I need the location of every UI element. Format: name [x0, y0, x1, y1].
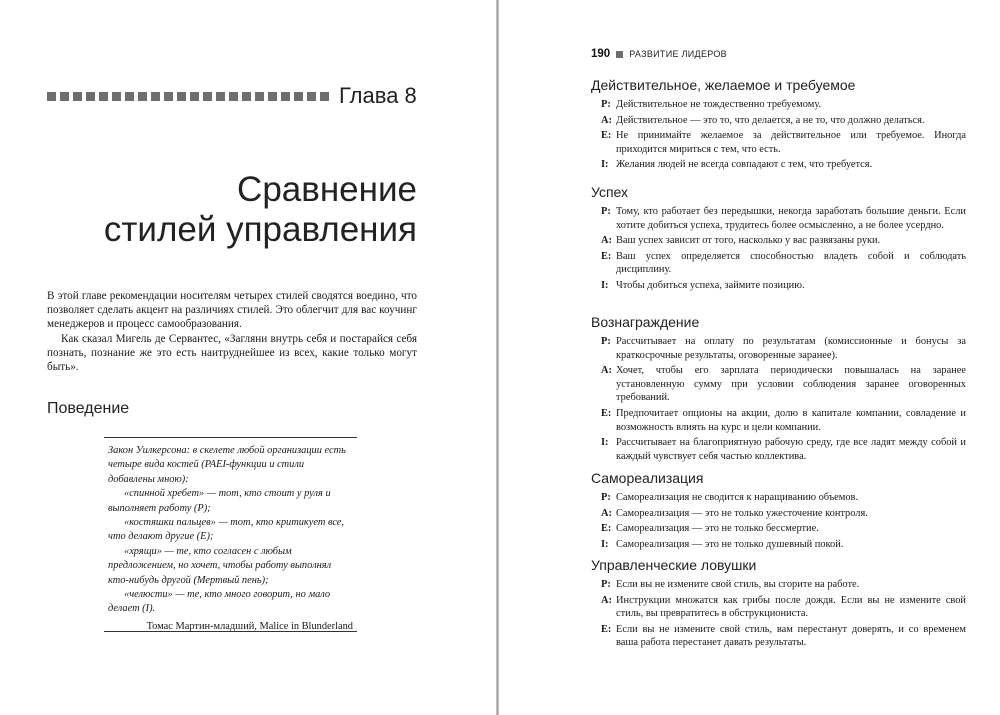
chapter-header [47, 82, 417, 110]
entry: E: Ваш успех определяется способностью владеть собой и соблюдать дисциплину. [601, 250, 966, 276]
epigraph-line: «костяшки пальцев» — тот, кто критикует все, что делают другие (E); [108, 517, 345, 543]
page-number: 190 [591, 48, 611, 60]
epigraph-attribution: Томас Мартин-младший, Malice in Blunderland [146, 620, 353, 632]
entry: A: Самореализация — это не только ужесточение контроля. [601, 507, 868, 519]
entry: P: Самореализация не сводится к наращиванию объемов. [601, 492, 859, 503]
chapter-title [60, 170, 417, 250]
decorative-square [616, 51, 623, 58]
epigraph-line: «челюсти» — те, кто много говорит, но мало делает (I). [108, 589, 331, 615]
entry: I: Желания людей не всегда совпадают с тем, что требуется. [601, 159, 873, 171]
running-head [591, 48, 727, 60]
section-title: Самореализация [591, 470, 704, 486]
entry: A: Хочет, чтобы его зарплата периодически повышалась на заранее установленную сумму при условии соблюдения заранее оговоренных требований. [601, 365, 966, 404]
epigraph-box [104, 437, 357, 632]
entry: I: Чтобы добиться успеха, займите позицию. [601, 279, 805, 291]
entry: P: Тому, кто работает без передышки, некогда заработать большие деньги. Если хотите добиться успеха, трудитесь более осмысленно, а не более усердно. [601, 206, 966, 231]
entry: E: Не принимайте желаемое за действительное или требуемое. Иногда приходится мириться с тем, что есть. [601, 130, 966, 155]
section-heading: Поведение [47, 400, 130, 417]
section-reward [591, 314, 966, 463]
entry: I: Самореализация — это не только душевный покой. [601, 538, 844, 550]
entry: E: Предпочитает опционы на акции, долю в капитале компании, совладение и возможность влиять на курс и цели компании. [601, 407, 966, 433]
entry: P: Рассчитывает на оплату по результатам (комиссионные и бонусы за краткосрочные результаты, оговоренные заранее). [601, 336, 966, 361]
running-head-title: РАЗВИТИЕ ЛИДЕРОВ [629, 49, 727, 59]
intro-paragraph: В этой главе рекомендации носителям четырех стилей сводятся воедино, что позволяет сделать акцент на различиях стилей. Это облегчит для вас коучинг менеджеров и процесс самообразования. [47, 290, 417, 331]
section-title: Управленческие ловушки [591, 557, 757, 573]
section-self-realization [591, 470, 966, 551]
entry: A: Ваш успех зависит от того, насколько у вас развязаны руки. [601, 235, 881, 247]
entry: I: Рассчитывает на благоприятную рабочую среду, где все ладят между собой и каждый чувствует себя частью коллектива. [601, 437, 966, 462]
section-management-traps [591, 557, 966, 650]
entry: P: Действительное не тождественно требуемому. [601, 99, 822, 110]
entry: A: Инструкции множатся как грибы после дождя. Если вы не измените свой стиль, вы превратитесь в обструкциониста. [601, 594, 966, 620]
chapter-label: Глава 8 [339, 83, 417, 108]
chapter-title-line: стилей управления [103, 210, 417, 249]
section-title: Успех [591, 184, 629, 200]
intro-paragraph: Как сказал Мигель де Сервантес, «Загляни внутрь себя и постарайся себя познать, познание же это есть наитруднейшее из всех, какие только могут быть». [47, 332, 417, 374]
section-success [591, 184, 966, 293]
entry: E: Самореализация — это не только бессмертие. [601, 523, 819, 535]
intro-text [47, 289, 417, 374]
decorative-squares [47, 92, 329, 101]
section-title: Вознаграждение [591, 314, 700, 330]
section-actual-desired [591, 77, 966, 172]
book-spine [496, 0, 499, 715]
epigraph-line: Закон Уилкерсона: в скелете любой организации есть четыре вида костей (PAEI-функции и стили добавлены мною): [108, 445, 346, 485]
chapter-title-line: Сравнение [237, 170, 417, 209]
left-page [0, 0, 496, 715]
epigraph-line: «спинной хребет» — тот, кто стоит у руля и выполняет работу (P); [108, 488, 331, 514]
entry: P: Если вы не измените свой стиль, вы сгорите на работе. [601, 579, 860, 590]
entry: A: Действительное — это то, что делается, а не то, что должно делаться. [601, 114, 925, 126]
epigraph-line: «хрящи» — те, кто согласен с любым предложением, но хочет, чтобы работу выполнял кто-нибудь другой (Мертвый пень); [108, 545, 332, 586]
section-title: Действительное, желаемое и требуемое [591, 77, 856, 93]
entry: E: Если вы не измените свой стиль, вам перестанут доверять, и со временем ваша работа перестанет давать результаты. [601, 623, 966, 649]
